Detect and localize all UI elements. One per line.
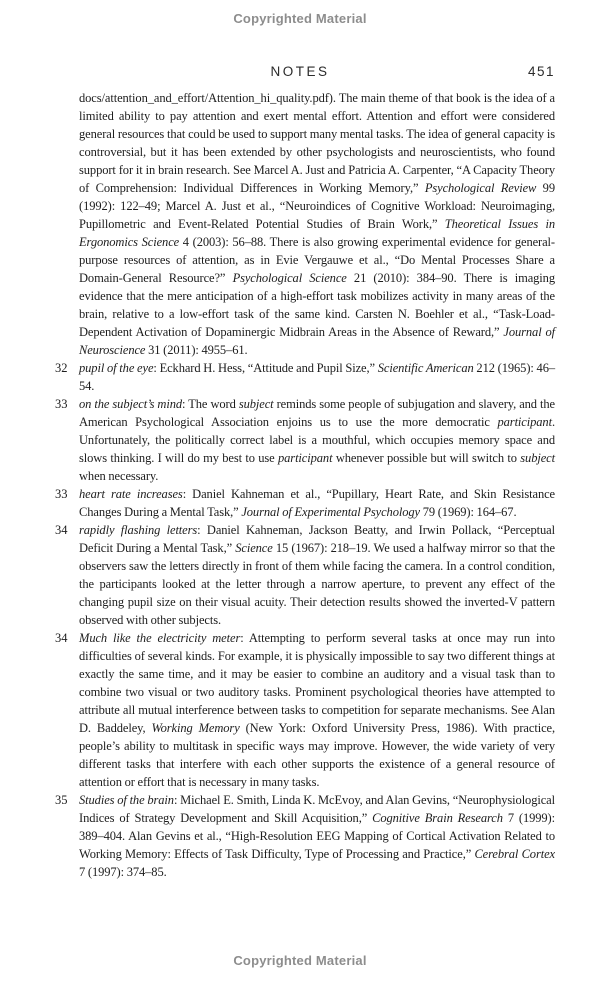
note-number: 34 [55,523,68,537]
note-text: Much like the electricity meter: Attempting to perform several tasks at once may run into difficulties of several kinds. For example, it is physically impossible to say two different things at exactly the same time, and it may be easier to combine an auditory and a visual task than to combine two visual or two auditory tasks. Prominent psychological theories have attempted to attribute all mutual interference between tasks to competition for separate mechanisms. See Alan D. Baddeley, Working Memory (New York: Oxford University Press, 1986). With practice, people’s ability to multitask in specific ways may improve. However, the wide variety of very different tasks that interfere with each other supports the existence of a general resource of attention or effort that is necessary in many tasks. [79,631,556,789]
note-text: heart rate increases: Daniel Kahneman et al., “Pupillary, Heart Rate, and Skin Resistance Changes During a Mental Task,” Journal of Experimental Psychology 79 (1969): 164–67. [79,487,555,519]
copyright-notice-top: Copyrighted Material [233,11,367,26]
note-entry [55,485,555,521]
running-header [0,64,600,82]
note-text: rapidly flashing letters: Daniel Kahneman, Jackson Beatty, and Irwin Pollack, “Perceptual Deficit During a Mental Task,” Science 15 (1967): 218–19. We used a halfway mirror so that the observers saw the letters directly in front of them while facing the camera. In a control condition, the participants looked at the letter through a narrow aperture, to prevent any effect of the changing pupil size on their visual acuity. Their detection results showed the inverted-V pattern observed with other subjects. [79,523,555,627]
note-entry [55,791,556,881]
note-number: 34 [55,631,68,645]
note-number: 35 [55,793,68,807]
notes-list [55,89,556,881]
note-text: pupil of the eye: Eckhard H. Hess, “Attitude and Pupil Size,” Scientific American 212 (1965): 46–54. [79,361,555,393]
note-entry [55,629,556,791]
note-text: docs/attention_and_effort/Attention_hi_quality.pdf). The main theme of that book is the idea of a limited ability to pay attention and exert mental effort. Attention and effort were considered general resources that could be used to support many mental tasks. The idea of general capacity is controversial, but it has been extended by other psychologists and neuroscientists, who found support for it in brain research. See Marcel A. Just and Patricia A. Carpenter, “A Capacity Theory of Comprehension: Individual Differences in Working Memory,” Psychological Review 99 (1992): 122–49; Marcel A. Just et al., “Neuroindices of Cognitive Workload: Neuroimaging, Pupillometric and Event-Related Potential Studies of Brain Work,” Theoretical Issues in Ergonomics Science 4 (2003): 56–88. There is also growing experimental evidence for general-purpose resources of attention, as in Evie Vergauwe et al., “Do Mental Processes Share a Domain-General Resource?” Psychological Science 21 (2010): 384–90. There is imaging evidence that the mere anticipation of a high-effort task mobilizes activity in many areas of the brain, relative to a low-effort task of the same kind. Carsten N. Boehler et al., “Task-Load-Dependent Activation of Dopaminergic Midbrain Areas in the Absence of Reward,” Journal of Neuroscience 31 (2011): 4955–61. [79,91,556,357]
note-number: 32 [55,361,68,375]
note-entry [55,521,555,629]
note-number: 33 [55,397,68,411]
note-text: on the subject’s mind: The word subject reminds some people of subjugation and slavery, and the American Psychological Association enjoins us to use the more democratic participant. Unfortunately, the politically correct label is a mouthful, which occupies memory space and slows thinking. I will do my best to use participant whenever possible but will switch to subject when necessary. [79,397,556,483]
running-head-title: NOTES [270,64,330,79]
page-number: 451 [527,64,555,79]
note-text: Studies of the brain: Michael E. Smith, Linda K. McEvoy, and Alan Gevins, “Neurophysiological Indices of Strategy Development and Skill Acquisition,” Cognitive Brain Research 7 (1999): 389–404. Alan Gevins et al., “High-Resolution EEG Mapping of Cortical Activation Related to Working Memory: Effects of Task Difficulty, Type of Processing and Practice,” Cerebral Cortex 7 (1997): 374–85. [79,793,556,879]
copyright-notice-bottom: Copyrighted Material [233,953,367,968]
note-entry [55,395,556,485]
note-number: 33 [55,487,68,501]
note-entry [55,359,555,395]
note-entry [79,89,555,359]
